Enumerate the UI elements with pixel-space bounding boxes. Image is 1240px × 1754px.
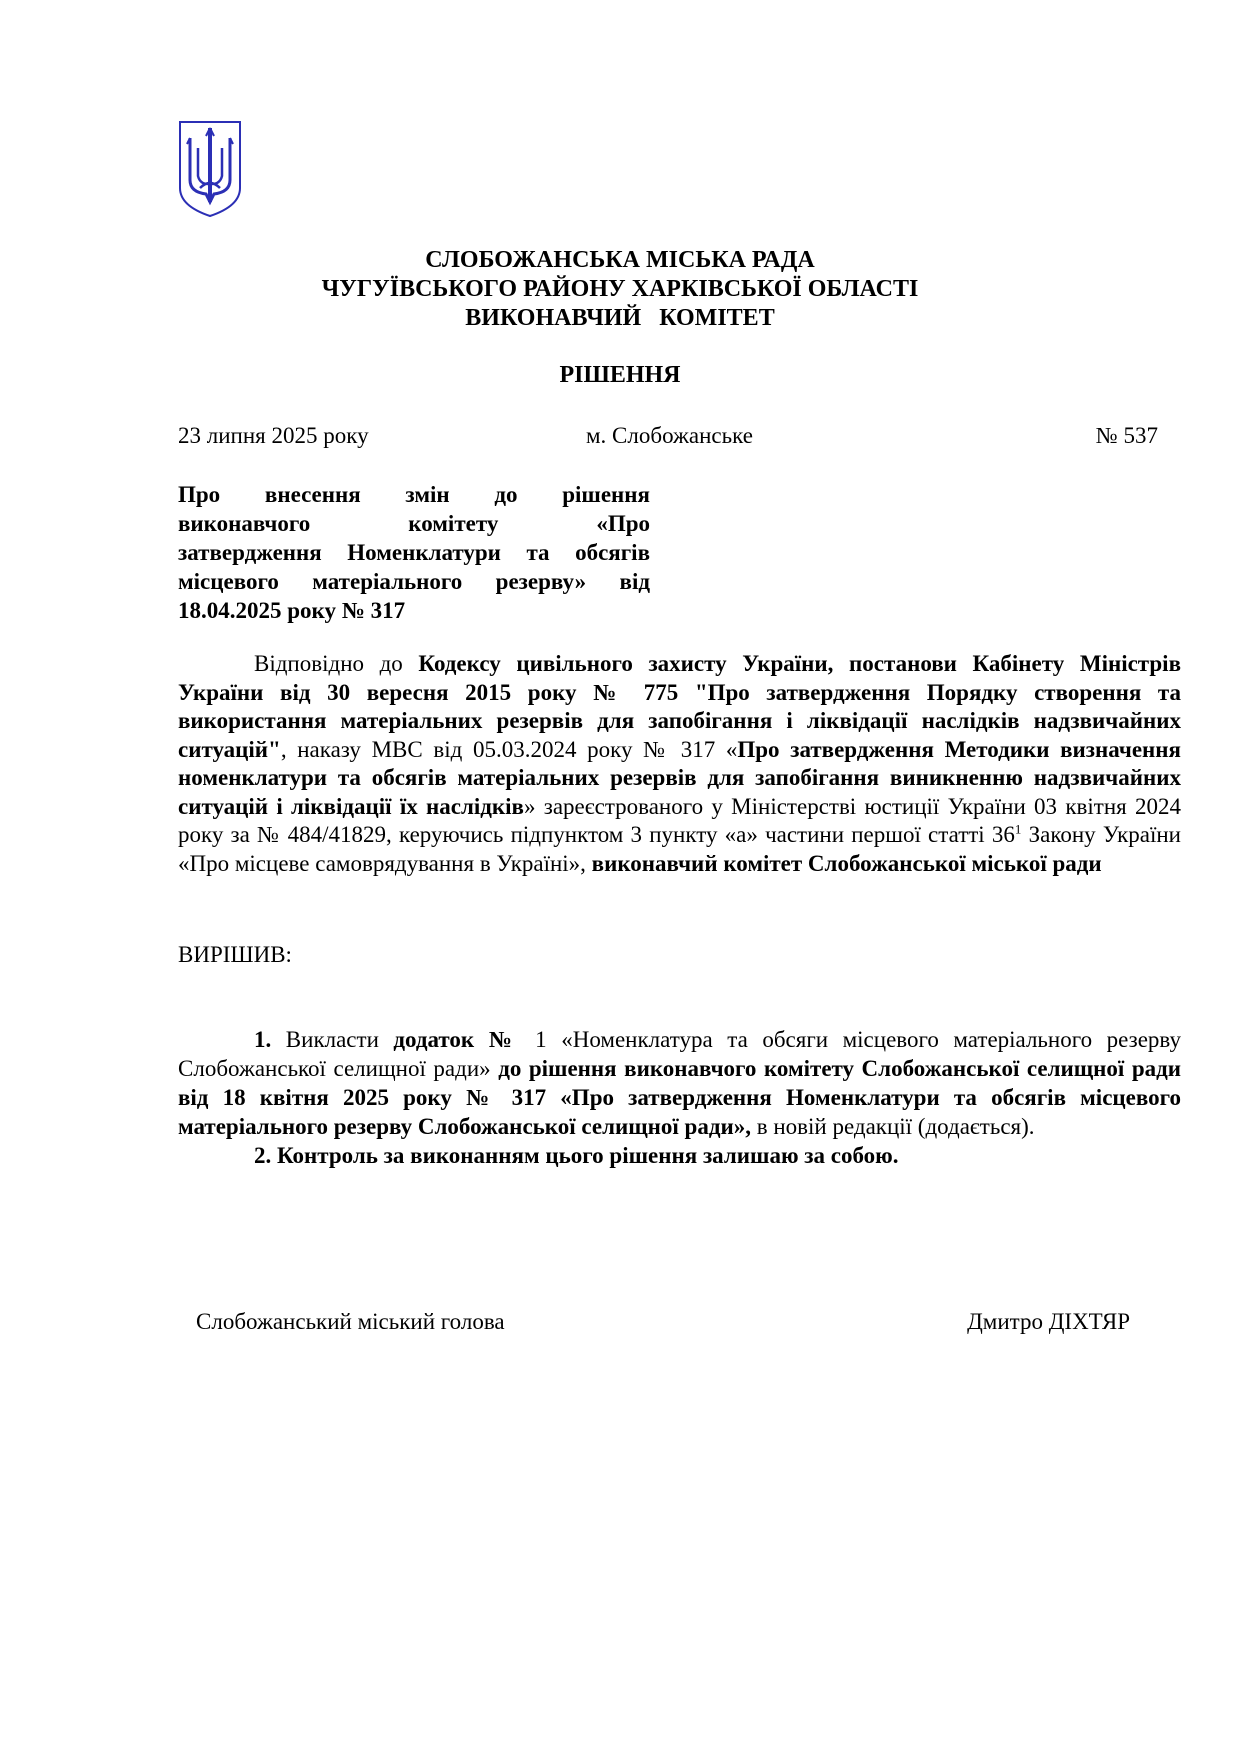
preamble-legal-basis: Кодексу цивільного захисту України, постанови Кабінету Міністрів України від 30 вересня 2015 року № 775 "Про затвердження Порядку створення та використання матеріальних резервів для запобігання і ліквідації наслідків надзвичайних ситуацій" <box>178 651 1181 762</box>
subject-line: затвердження Номенклатури та обсягів <box>178 540 650 565</box>
trident-icon <box>176 118 244 220</box>
document-number: № 537 <box>1095 423 1158 448</box>
committee-name: ВИКОНАВЧИЙ КОМІТЕТ <box>465 305 775 331</box>
preamble-committee: виконавчий комітет Слобожанської міської ради <box>591 850 1102 876</box>
preamble-text: » зареєстрованого у Міністерстві юстиції України 03 квітня 2024 року за № 484/41829, керуючись підпунктом 3 пункту «а» частини першої статті 36 <box>178 793 1181 847</box>
subject-line: Про внесення змін до рішення <box>178 482 650 507</box>
signatory-position: Слобожанський міський голова <box>196 1309 505 1334</box>
preamble-order-title: Про затвердження Методики визначення номенклатури та обсягів матеріальних резервів для запобігання виникненню надзвичайних ситуацій і ліквідації їх наслідків <box>178 736 1181 819</box>
preamble-text: Закону України «Про місцеве самоврядування в Україні», <box>178 822 1181 876</box>
subject-line: 18.04.2025 року № 317 <box>178 598 406 623</box>
decision-item-1 <box>178 1025 1181 1141</box>
council-name: СЛОБОЖАНСЬКА МІСЬКА РАДА <box>425 247 815 273</box>
decision-item-2: 2. Контроль за виконанням цього рішення залишаю за собою. <box>254 1143 899 1168</box>
document-date: 23 липня 2025 року <box>178 423 369 448</box>
item-number: 1. <box>254 1027 272 1052</box>
preamble-paragraph <box>178 650 1181 878</box>
document-type: РІШЕННЯ <box>559 362 681 388</box>
subject-line: виконавчого комітету «Про <box>178 511 650 536</box>
document-meta-row <box>178 421 1158 451</box>
superscript: 1 <box>1014 821 1022 837</box>
district-name: ЧУГУЇВСЬКОГО РАЙОНУ ХАРКІВСЬКОЇ ОБЛАСТІ <box>321 276 919 302</box>
resolved-heading: ВИРІШИВ: <box>178 942 292 967</box>
item-text: до рішення виконавчого комітету Слобожанської селищної ради від 18 квітня 2025 року № 317 «Про затвердження Номенклатури та обсягів місцевого матеріального резерву Слобожанської селищної ради», <box>178 1056 1182 1139</box>
signatory-name: Дмитро ДІХТЯР <box>967 1309 1130 1334</box>
document-city: м. Слобожанське <box>586 423 753 448</box>
item-text: в новій редакції (додається). <box>751 1114 1035 1139</box>
subject-line: місцевого матеріального резерву» від <box>178 569 650 594</box>
decision-subject <box>178 480 650 625</box>
preamble-text: Відповідно до <box>254 651 419 676</box>
item-text: 1 «Номенклатура та обсяги місцевого матеріального резерву Слобожанської селищної ради» <box>178 1027 1181 1081</box>
item-text: Викласти <box>271 1027 394 1052</box>
preamble-text: , наказу МВС від 05.03.2024 року № 317 « <box>280 736 738 762</box>
item-text: додаток № <box>393 1027 521 1052</box>
